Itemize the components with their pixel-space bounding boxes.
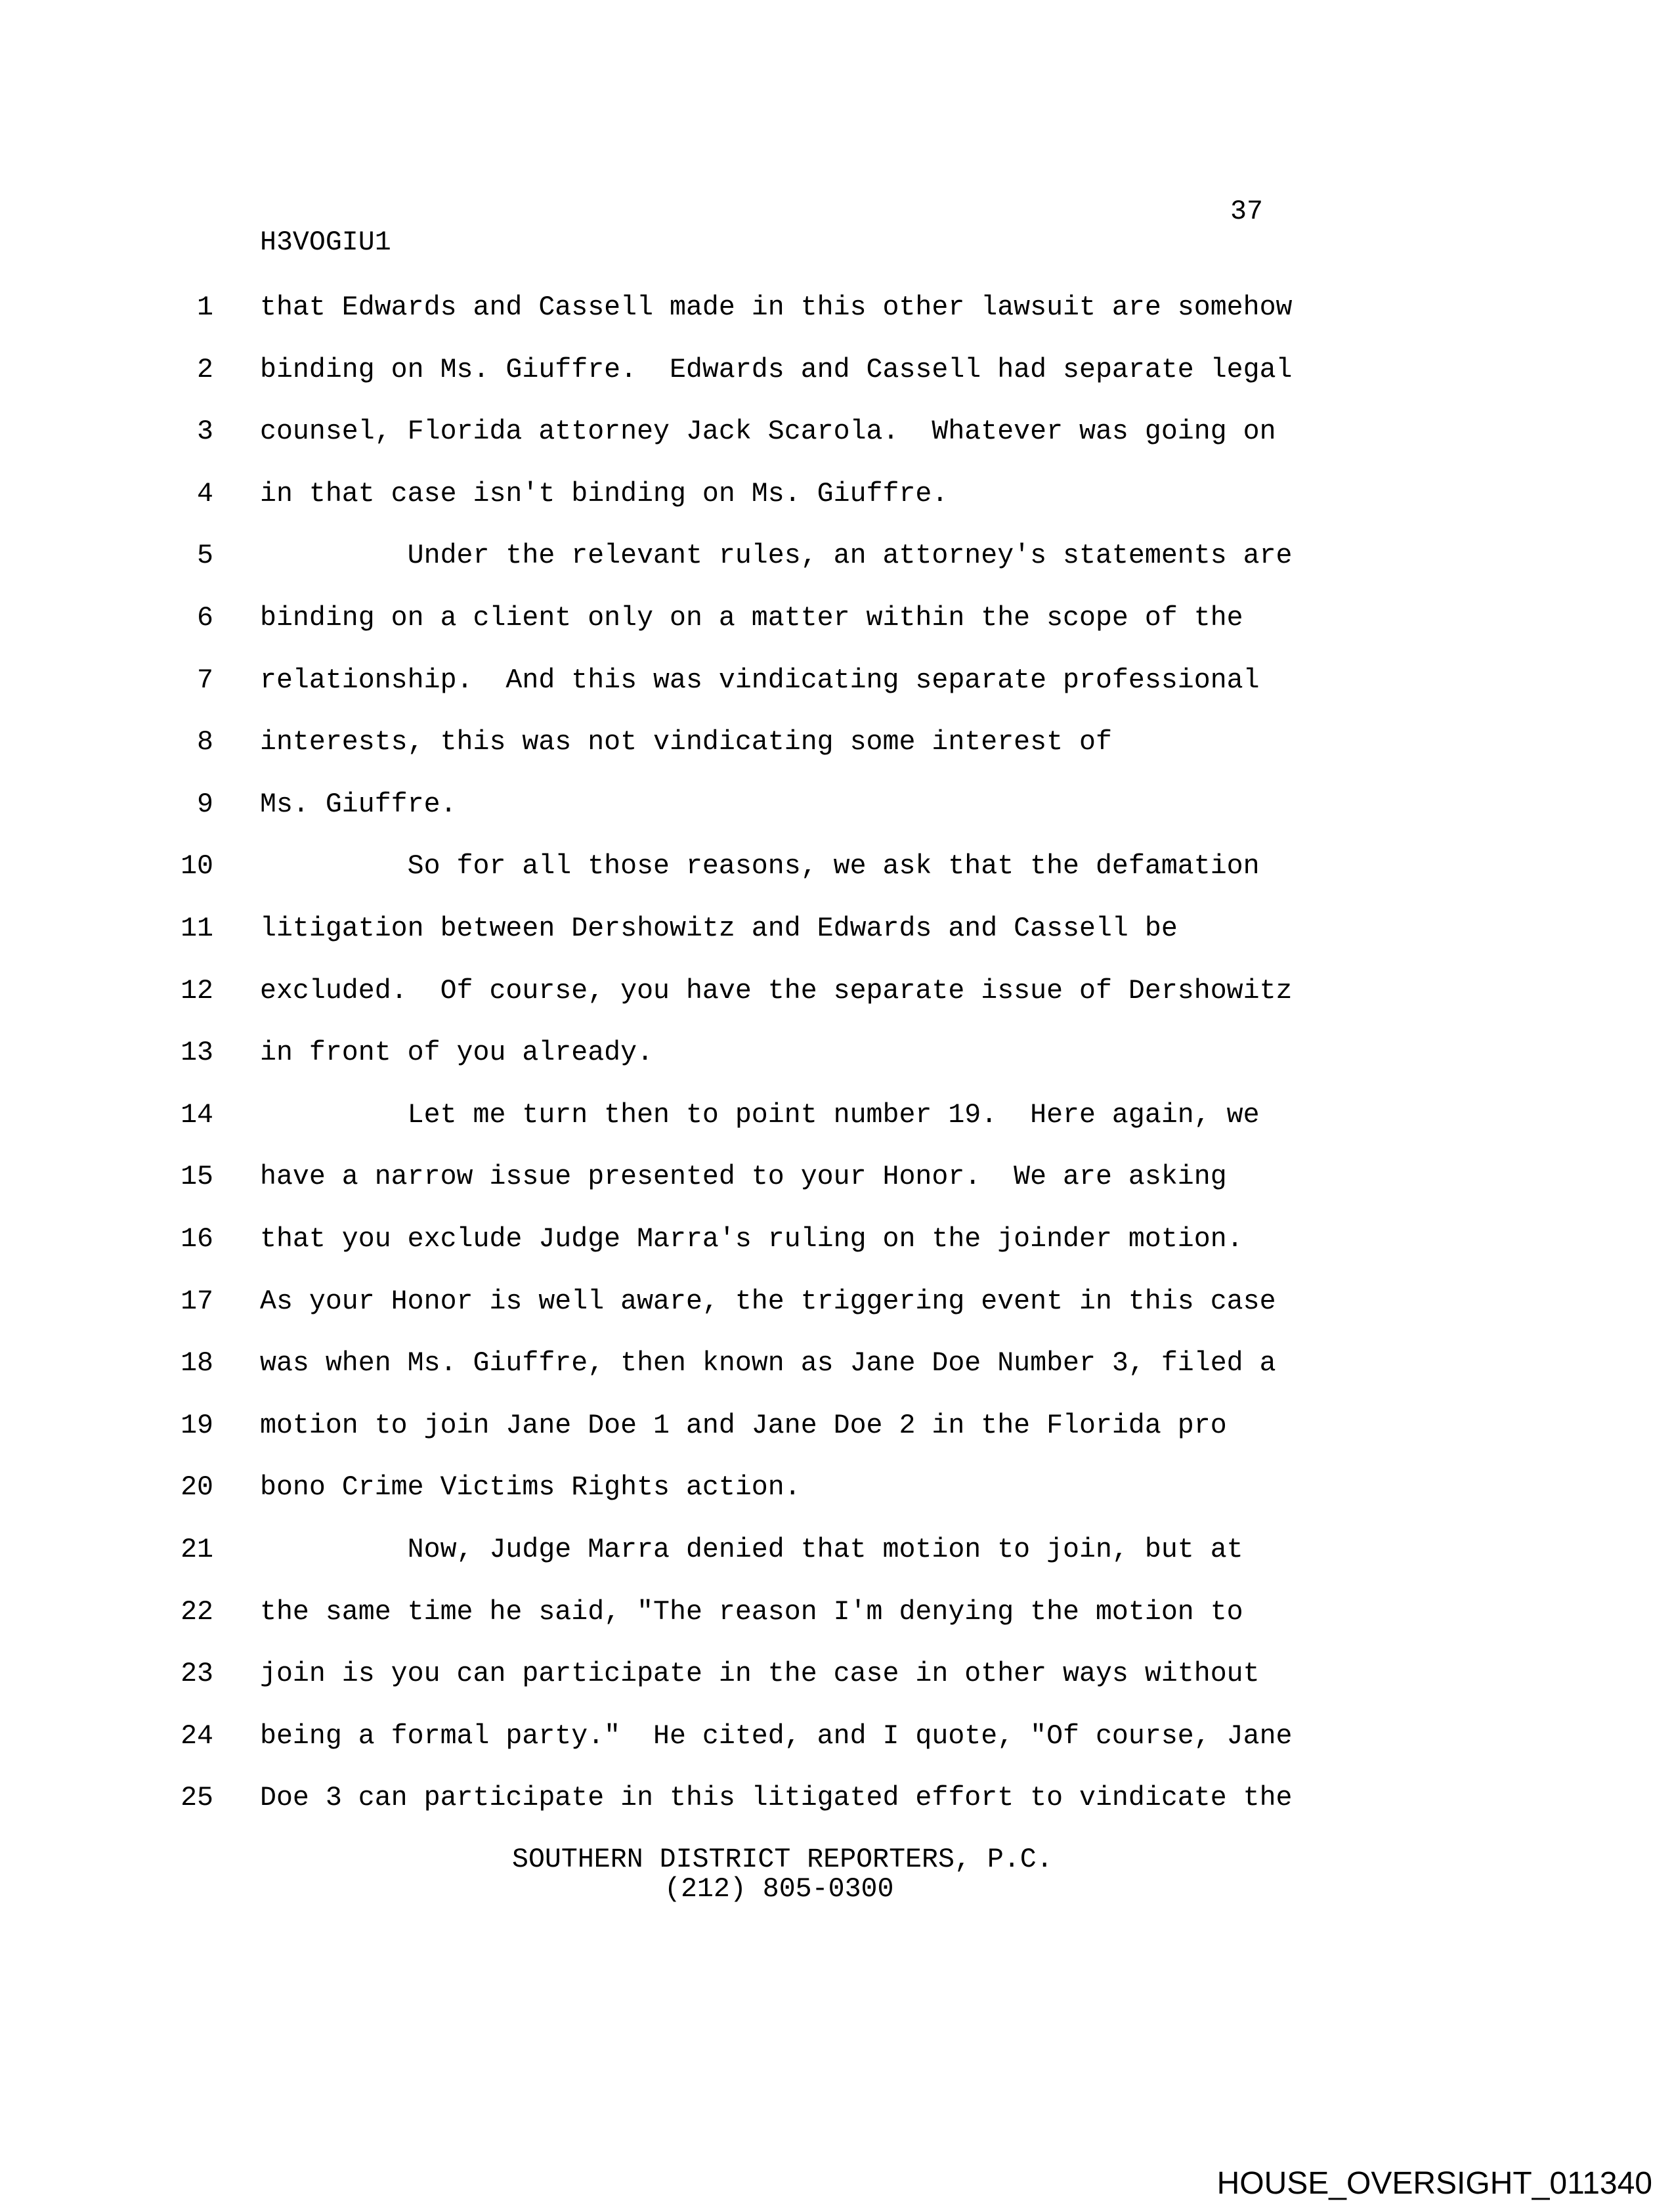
transcript-header-code: H3VOGIU1 bbox=[260, 227, 391, 258]
line-text: have a narrow issue presented to your Honor. We are asking bbox=[260, 1161, 1227, 1193]
transcript-line bbox=[0, 1720, 1411, 1754]
transcript-line bbox=[0, 1536, 1411, 1568]
transcript-line bbox=[0, 542, 1411, 574]
footer-reporter-phone: (212) 805-0300 bbox=[664, 1874, 894, 1905]
line-text: motion to join Jane Doe 1 and Jane Doe 2 in the Florida pro bbox=[260, 1410, 1227, 1441]
line-number: 21 bbox=[181, 1534, 213, 1565]
line-text: Under the relevant rules, an attorney's statements are bbox=[260, 540, 1293, 572]
transcript-line bbox=[0, 1039, 1411, 1071]
line-number: 1 bbox=[197, 292, 213, 323]
line-text: excluded. Of course, you have the separate issue of Dershowitz bbox=[260, 975, 1293, 1007]
line-number: 23 bbox=[181, 1659, 213, 1690]
line-number: 10 bbox=[181, 851, 213, 882]
transcript-line bbox=[0, 1288, 1411, 1320]
transcript-line bbox=[0, 975, 1411, 1009]
line-number: 9 bbox=[197, 789, 213, 820]
line-number: 8 bbox=[197, 727, 213, 758]
line-text: that Edwards and Cassell made in this other lawsuit are somehow bbox=[260, 292, 1293, 323]
line-number: 22 bbox=[181, 1596, 213, 1628]
line-text: So for all those reasons, we ask that the defamation bbox=[260, 851, 1260, 882]
line-text: bono Crime Victims Rights action. bbox=[260, 1472, 801, 1504]
line-number: 16 bbox=[181, 1224, 213, 1255]
line-text: Ms. Giuffre. bbox=[260, 789, 457, 820]
line-number: 18 bbox=[181, 1348, 213, 1379]
line-text: Doe 3 can participate in this litigated effort to vindicate the bbox=[260, 1783, 1293, 1814]
line-text: As your Honor is well aware, the triggering event in this case bbox=[260, 1286, 1276, 1317]
transcript-line bbox=[0, 915, 1411, 947]
transcript-line bbox=[0, 853, 1411, 884]
transcript-line bbox=[0, 294, 1411, 326]
line-text: in front of you already. bbox=[260, 1037, 654, 1069]
line-text: interests, this was not vindicating some interest of bbox=[260, 727, 1112, 758]
line-text: in that case isn't binding on Ms. Giuffre. bbox=[260, 478, 949, 510]
transcript-line bbox=[0, 1412, 1411, 1444]
line-number: 14 bbox=[181, 1099, 213, 1131]
line-number: 24 bbox=[181, 1720, 213, 1752]
line-number: 5 bbox=[197, 540, 213, 572]
line-text: Now, Judge Marra denied that motion to join, but at bbox=[260, 1534, 1243, 1565]
line-text: counsel, Florida attorney Jack Scarola. Whatever was going on bbox=[260, 416, 1276, 448]
line-text: relationship. And this was vindicating separate professional bbox=[260, 664, 1260, 696]
transcript-line bbox=[0, 354, 1411, 388]
bates-stamp: HOUSE_OVERSIGHT_011340 bbox=[1216, 2166, 1652, 2201]
line-number: 15 bbox=[181, 1161, 213, 1193]
line-number: 11 bbox=[181, 913, 213, 944]
line-text: that you exclude Judge Marra's ruling on the joinder motion. bbox=[260, 1224, 1243, 1255]
page-number: 37 bbox=[1230, 196, 1263, 227]
transcript-line bbox=[0, 1163, 1411, 1195]
line-number: 6 bbox=[197, 603, 213, 634]
line-text: was when Ms. Giuffre, then known as Jane Doe Number 3, filed a bbox=[260, 1348, 1276, 1379]
line-number: 13 bbox=[181, 1037, 213, 1069]
transcript-line bbox=[0, 605, 1411, 636]
transcript-line bbox=[0, 1660, 1411, 1692]
line-number: 4 bbox=[197, 478, 213, 510]
line-number: 25 bbox=[181, 1783, 213, 1814]
transcript-line bbox=[0, 791, 1411, 823]
transcript-line bbox=[0, 1350, 1411, 1381]
transcript-line bbox=[0, 478, 1411, 512]
transcript-line bbox=[0, 1785, 1411, 1816]
transcript-line bbox=[0, 1226, 1411, 1257]
line-number: 2 bbox=[197, 354, 213, 385]
line-number: 7 bbox=[197, 664, 213, 696]
line-number: 12 bbox=[181, 975, 213, 1007]
transcript-line bbox=[0, 418, 1411, 450]
transcript-line bbox=[0, 1099, 1411, 1133]
transcript-line bbox=[0, 1474, 1411, 1506]
line-text: being a formal party." He cited, and I quote, "Of course, Jane bbox=[260, 1720, 1293, 1752]
transcript-line bbox=[0, 729, 1411, 760]
line-text: Let me turn then to point number 19. Here again, we bbox=[260, 1099, 1260, 1131]
line-text: binding on Ms. Giuffre. Edwards and Cassell had separate legal bbox=[260, 354, 1293, 385]
line-text: join is you can participate in the case in other ways without bbox=[260, 1659, 1260, 1690]
line-number: 19 bbox=[181, 1410, 213, 1441]
transcript-line bbox=[0, 664, 1411, 699]
line-number: 3 bbox=[197, 416, 213, 448]
line-text: binding on a client only on a matter within the scope of the bbox=[260, 603, 1243, 634]
line-number: 20 bbox=[181, 1472, 213, 1504]
line-text: the same time he said, "The reason I'm denying the motion to bbox=[260, 1596, 1243, 1628]
line-text: litigation between Dershowitz and Edwards and Cassell be bbox=[260, 913, 1178, 944]
transcript-line bbox=[0, 1596, 1411, 1630]
footer-reporter-name: SOUTHERN DISTRICT REPORTERS, P.C. bbox=[512, 1844, 1053, 1875]
line-number: 17 bbox=[181, 1286, 213, 1317]
